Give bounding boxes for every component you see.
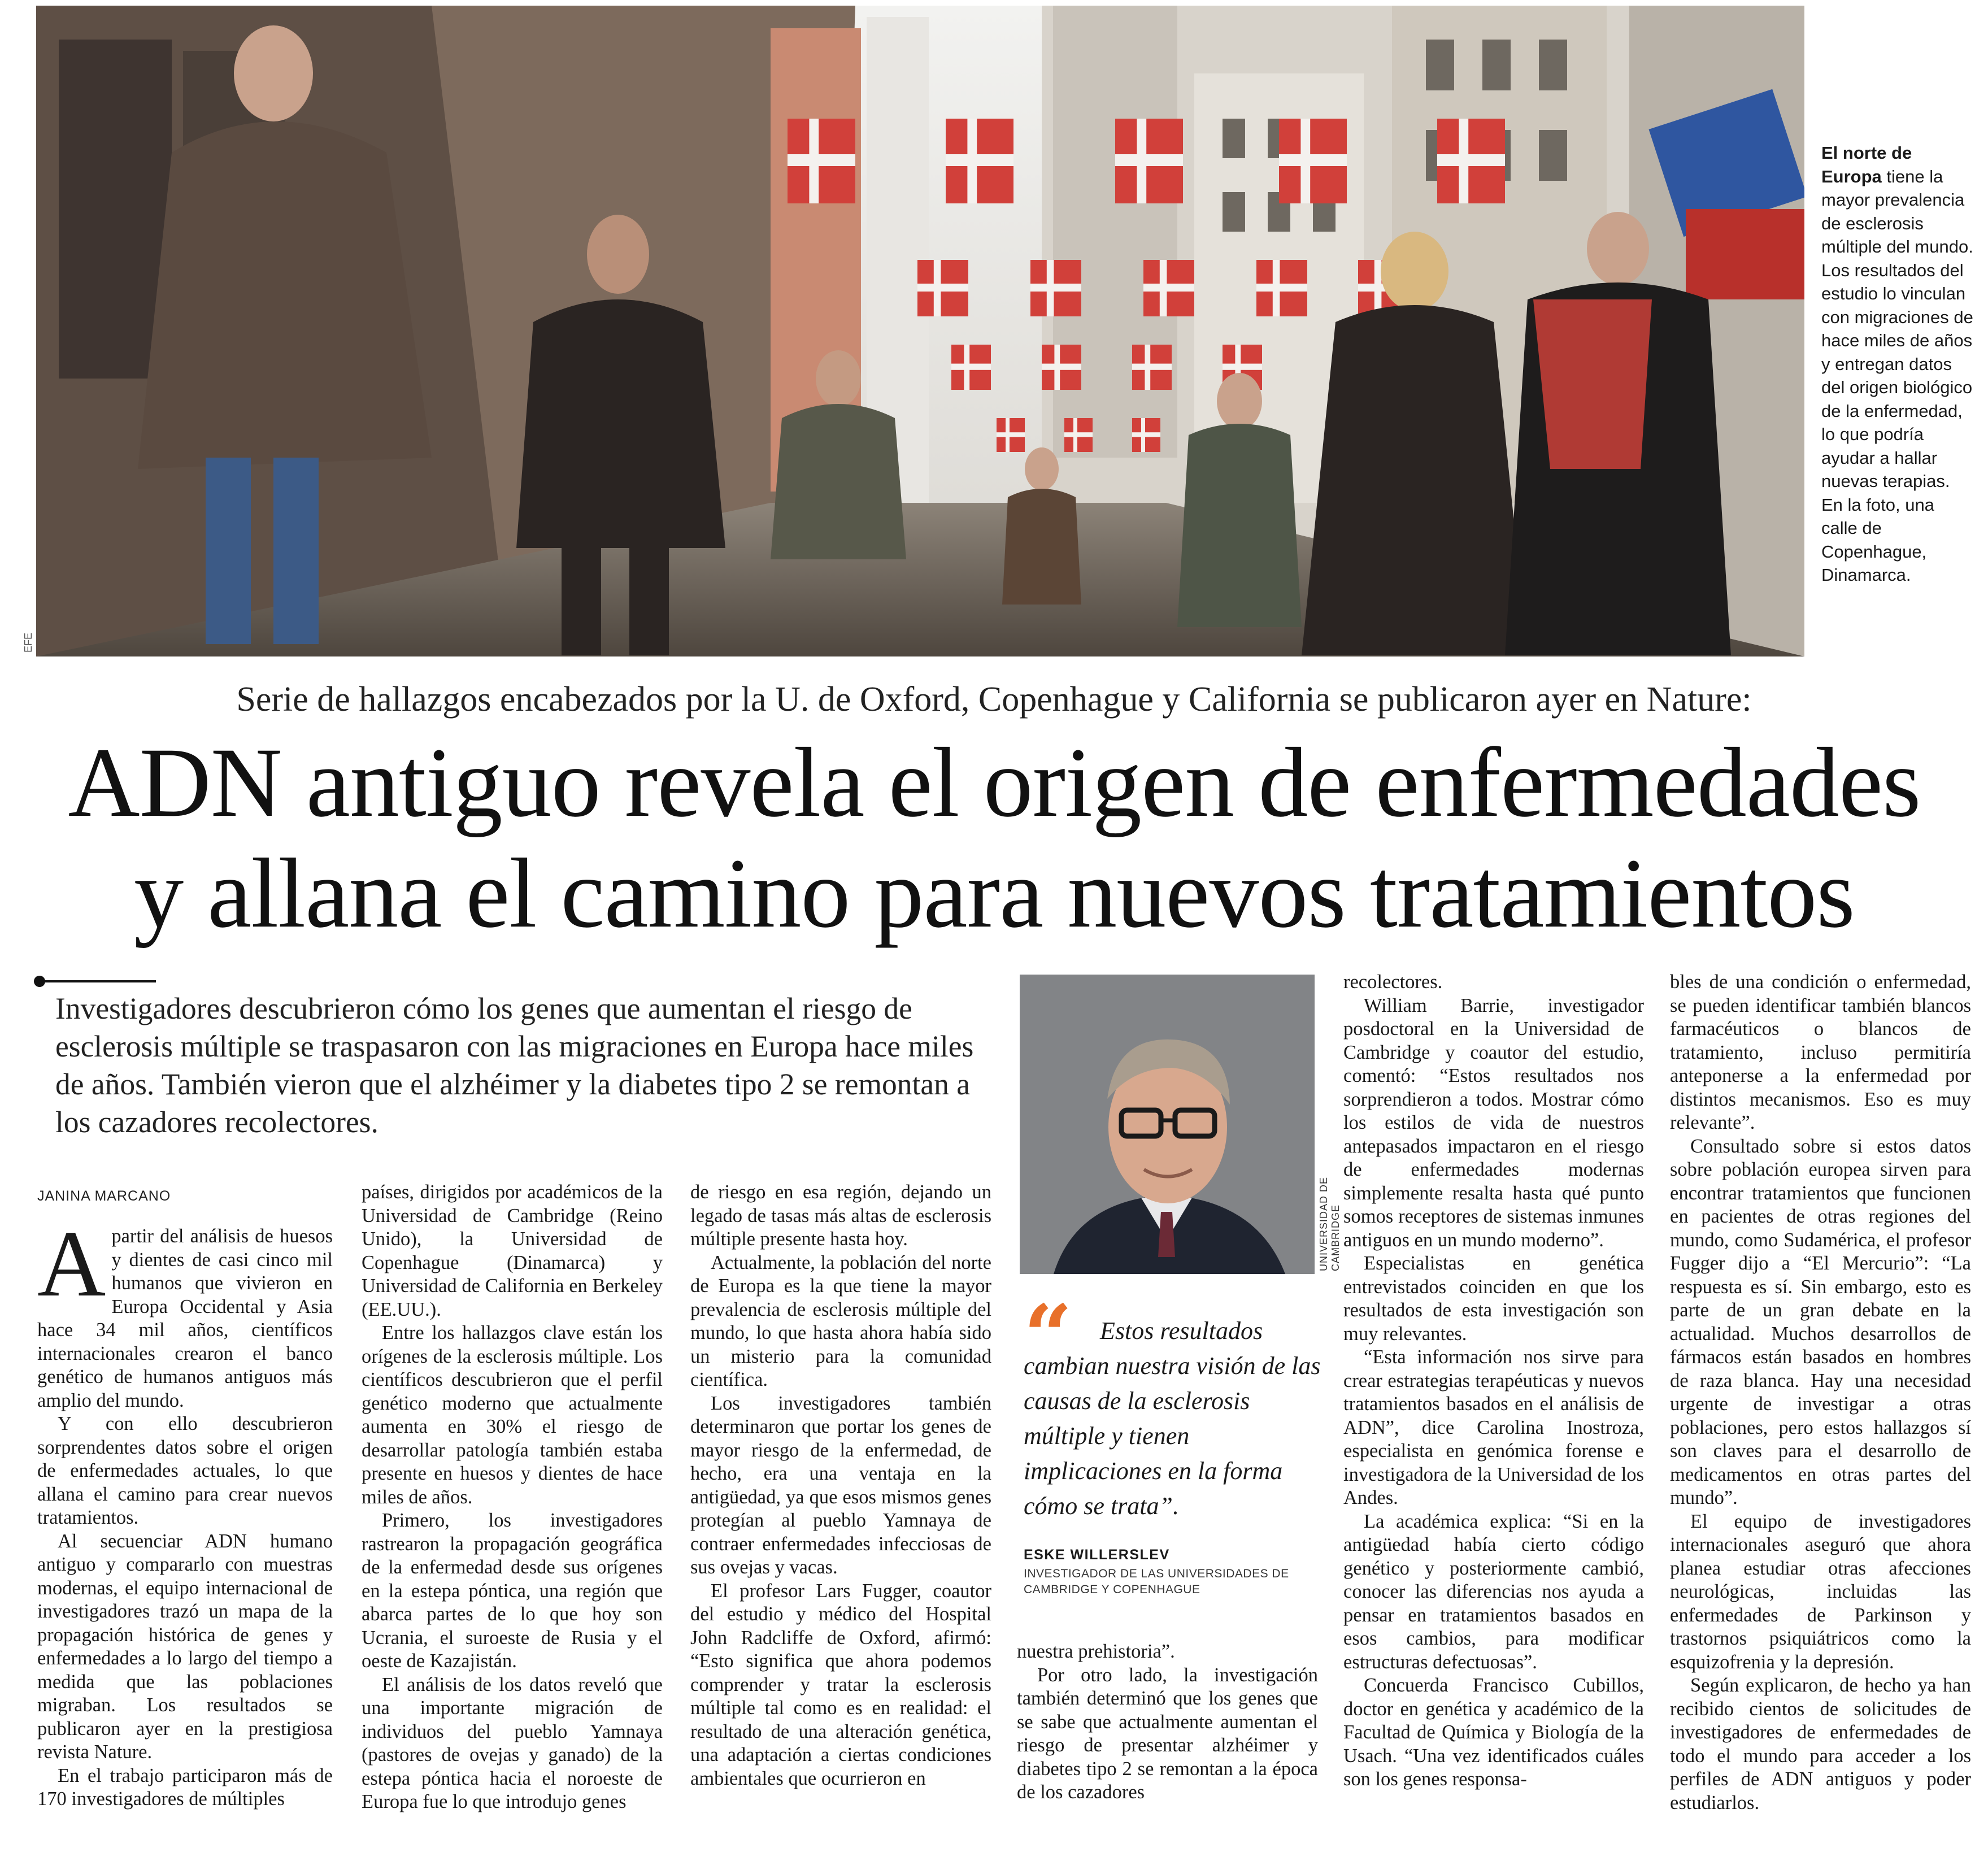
body-paragraph: Especialistas en genética entrevistados coinciden en que los resultados de esta investigación son muy relevantes.: [1343, 1253, 1644, 1345]
headline: [34, 728, 1955, 949]
body-column-5: [1343, 971, 1644, 1792]
body-paragraph: Apartir del análisis de huesos y dientes de casi cinco mil humanos que vivieron en Europa Occidental y Asia hace 34 mil años, científicos internacionales crearon el banco genético de humanos antiguos más amplio del mundo.: [37, 1211, 333, 1411]
body-paragraph: En el trabajo participaron más de 170 investigadores de múltiples: [37, 1764, 333, 1810]
body-paragraph: Según explicaron, de hecho ya han recibido cientos de solicitudes de investigadores de enfermedades de todo el mundo para acceder a los perfiles de ADN antiguos y poder estudiarlos.: [1670, 1675, 1971, 1814]
portrait-credit: UNIVERSIDAD DE CAMBRIDGE: [1318, 1176, 1341, 1271]
photo-caption: [1821, 141, 1974, 587]
body-column-2: [362, 1181, 663, 1814]
body-paragraph: Por otro lado, la investigación también determinó que los genes que se sabe que actualmente aumentan el riesgo de presentar alzhéimer y diabetes tipo 2 se remontan a la época de los cazadores: [1017, 1664, 1318, 1803]
body-paragraph: “Esta información nos sirve para crear estrategias terapéuticas y nuevos tratamientos basados en el análisis de ADN”, dice Carolina Inostroza, especialista en genómica forense e investigadora de la Universidad de los Andes.: [1343, 1346, 1644, 1508]
body-paragraph: países, dirigidos por académicos de la Universidad de Cambridge (Reino Unido), la Universidad de Copenhague (Dinamarca) y Universidad de California en Berkeley (EE.UU.).: [362, 1181, 663, 1320]
street-photo: [36, 6, 1804, 656]
body-column-4: [1017, 1640, 1318, 1805]
quote-author: ESKE WILLERSLEV: [1024, 1547, 1170, 1563]
body-paragraph: de riesgo en esa región, dejando un legado de tasas más altas de esclerosis múltiple presente hasta hoy.: [690, 1181, 991, 1250]
body-column-6: [1670, 971, 1971, 1815]
body-paragraph: Actualmente, la población del norte de Europa es la que tiene la mayor prevalencia de esclerosis múltiple del mundo, lo que hasta ahora había sido un misterio para la comunidad científica.: [690, 1251, 991, 1390]
pull-quote: Estos resultados cambian nuestra visión de las causas de la esclerosis múltiple y tienen implicaciones en la forma cómo se trata”.: [1024, 1317, 1321, 1520]
lead-rule: [37, 980, 156, 982]
body-paragraph: Entre los hallazgos clave están los orígenes de la esclerosis múltiple. Los científicos descubrieron que el perfil genético moderno que actualmente aumenta en 30% el riesgo de desarrollar patología también estaba presente en huesos y dientes de hace miles de años.: [362, 1322, 663, 1508]
body-paragraph: El equipo de investigadores internacionales aseguró que ahora planea estudiar otras afecciones neurológicas, incluidas las enfermedades de Parkinson y trastornos psiquiátricos como la esquizofrenia y la depresión.: [1670, 1510, 1971, 1673]
headline-line-2: y allana el camino para nuevos tratamientos: [134, 838, 1855, 949]
headline-line-1: ADN antiguo revela el origen de enfermedades: [68, 728, 1921, 838]
body-paragraph: El análisis de los datos reveló que una importante migración de individuos del pueblo Yamnaya (pastores de ovejas y ganado) de la estepa póntica hacia el noroeste de Europa fue lo que introdujo genes: [362, 1673, 663, 1812]
body-paragraph: nuestra prehistoria”.: [1017, 1641, 1175, 1662]
body-paragraph: bles de una condición o enfermedad, se pueden identificar también blancos farmacéuticos o blancos de tratamiento, incluso permitiría anteponerse a la enfermedad por distintos mecanismos. Eso es muy relevante”.: [1670, 971, 1971, 1133]
portrait-photo: [1020, 975, 1315, 1274]
quote-mark-icon: “: [1024, 1286, 1073, 1386]
body-paragraph: El profesor Lars Fugger, coautor del estudio y médico del Hospital John Radcliffe de Oxford, afirmó: “Esto significa que ahora podemos comprender y tratar la esclerosis múltiple tal como es en realidad: el resultado de una alteración genética, una adaptación a ciertas condiciones ambientales que ocurrieron en: [690, 1580, 991, 1789]
body-paragraph: William Barrie, investigador posdoctoral en la Universidad de Cambridge y coautor del estudio, comentó: “Estos resultados nos sorprendieron a todos. Mostrar cómo los estilos de vida de nuestros antepasados impactaron en el riesgo de enfermedades modernas simplemente resalta hasta qué punto somos receptores de sistemas inmunes antiguos en un mundo moderno”.: [1343, 994, 1644, 1251]
photo-credit: EFE: [23, 632, 34, 653]
body-column-1: [37, 1211, 333, 1811]
body-paragraph: Al secuenciar ADN humano antiguo y compararlo con muestras modernas, el equipo internacional de investigadores trazó un mapa de la propagación histórica de genes y enfermedades a lo largo del tiempo a medida que las poblaciones migraban. Los resultados se publicaron ayer en la prestigiosa revista Nature.: [37, 1530, 333, 1763]
quote-author-role: INVESTIGADOR DE LAS UNIVERSIDADES DE CAMBRIDGE Y COPENHAGUE: [1024, 1567, 1289, 1596]
body-paragraph: Concuerda Francisco Cubillos, doctor en genética y académico de la Facultad de Química y Biología de la Usach. “Una vez identificados cuáles son los genes responsa-: [1343, 1675, 1644, 1790]
body-paragraph: recolectores.: [1343, 971, 1443, 993]
body-column-3: [690, 1181, 991, 1790]
byline: JANINA MARCANO: [37, 1188, 171, 1204]
body-paragraph: Los investigadores también determinaron que portar los genes de mayor riesgo de la enfermedad, de hecho, era una ventaja en la antigüedad, ya que esos mismos genes protegían al pueblo Yamnaya de contraer enfermedades infecciosas de sus ovejas y vacas.: [690, 1392, 991, 1578]
body-paragraph: Consultado sobre si estos datos sobre población europea sirven para encontrar tratamientos que funcionen en pacientes de otras regiones del mundo, como Sudamérica, el profesor Fugger dijo a “El Mercurio”: “La respuesta es sí. Sin embargo, esto es parte de un gran debate en la actualidad. Muchos desarrollos de fármacos están basados en hombres de raza blanca. Hay una necesidad urgente de investigar a otras poblaciones, pero estos hallazgos sí son claves para el desarrollo de medicamentos en otras partes del mundo”.: [1670, 1135, 1971, 1508]
kicker: Serie de hallazgos encabezados por la U. de Oxford, Copenhague y California se publicaron ayer en Nature:: [236, 680, 1752, 719]
photo-caption-text: tiene la mayor prevalencia de esclerosis múltiple del mundo. Los resultados del estudio lo vinculan con migraciones de hace miles de años y entregan datos del origen biológico de la enfermedad, lo que podría ayudar a hallar nuevas terapias. En la foto, una calle de Copenhague, Dinamarca.: [1821, 166, 1973, 585]
photo-caption-bold: El norte de Europa: [1821, 143, 1912, 186]
body-paragraph: Y con ello descubrieron sorprendentes datos sobre el origen de enfermedades actuales, lo que allana el camino para crear nuevos tratamientos.: [37, 1413, 333, 1528]
lead-paragraph: Investigadores descubrieron cómo los genes que aumentan el riesgo de esclerosis múltiple se traspasaron con las migraciones en Europa hace miles de años. También vieron que el alzhéimer y la diabetes tipo 2 se remontan a los cazadores recolectores.: [55, 992, 974, 1139]
body-paragraph: Primero, los investigadores rastrearon la propagación geográfica de la enfermedad desde sus orígenes en la estepa póntica, una región que abarca partes de lo que hoy son Ucrania, el suroeste de Rusia y el oeste de Kazajistán.: [362, 1510, 663, 1672]
drop-cap: A: [37, 1211, 106, 1316]
body-paragraph: La académica explica: “Si en la antigüedad había cierto código genético y posteriormente cambió, conocer las diferencias nos ayuda a pensar en tratamientos basados en esos cambios, para modificar estructuras defectuosas”.: [1343, 1510, 1644, 1673]
